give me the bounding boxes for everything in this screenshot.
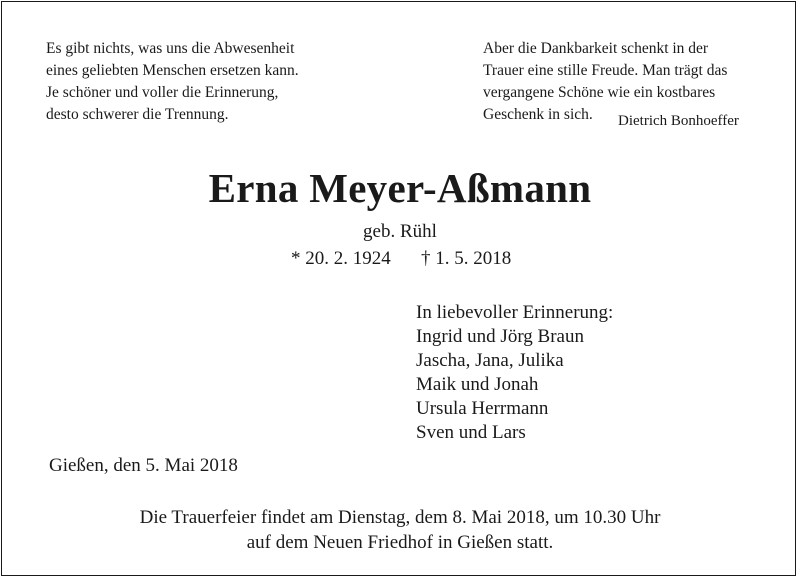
quote-left-line: Es gibt nichts, was uns die Abwesenheit bbox=[46, 40, 295, 57]
mourner-entry: Ingrid und Jörg Braun bbox=[416, 326, 584, 347]
mourner-entry: Jascha, Jana, Julika bbox=[416, 350, 564, 371]
quote-right-line: Trauer eine stille Freude. Man trägt das bbox=[483, 62, 728, 79]
funeral-line: auf dem Neuen Friedhof in Gießen statt. bbox=[246, 532, 554, 553]
mourners-list bbox=[416, 301, 613, 445]
quote-left-line: eines geliebten Menschen ersetzen kann. bbox=[46, 62, 299, 79]
quote-left-line: Je schöner und voller die Erinnerung, bbox=[46, 84, 279, 101]
quote-right-line: Geschenk in sich. bbox=[483, 106, 593, 123]
quote-author: Dietrich Bonhoeffer bbox=[618, 113, 739, 129]
birth-date: * 20. 2. 1924 bbox=[291, 248, 391, 269]
mourner-entry: Ursula Herrmann bbox=[416, 398, 549, 419]
mourner-entry: Sven und Lars bbox=[416, 422, 526, 443]
quote-left bbox=[46, 38, 299, 126]
quote-left-line: desto schwerer die Trennung. bbox=[46, 106, 229, 123]
mourners-heading: In liebevoller Erinnerung: bbox=[416, 302, 614, 323]
funeral-line: Die Trauerfeier findet am Dienstag, dem 8. Mai 2018, um 10.30 Uhr bbox=[139, 507, 661, 528]
deceased-name: Erna Meyer-Aßmann bbox=[208, 165, 592, 211]
funeral-info bbox=[0, 505, 800, 555]
quote-right-line: Aber die Dankbarkeit schenkt in der bbox=[483, 40, 709, 57]
place-date: Gießen, den 5. Mai 2018 bbox=[49, 455, 238, 476]
death-date: † 1. 5. 2018 bbox=[421, 248, 512, 269]
quote-right-line: vergangene Schöne wie ein kostbares bbox=[483, 84, 716, 101]
mourner-entry: Maik und Jonah bbox=[416, 374, 539, 395]
birth-name: geb. Rühl bbox=[363, 221, 437, 242]
